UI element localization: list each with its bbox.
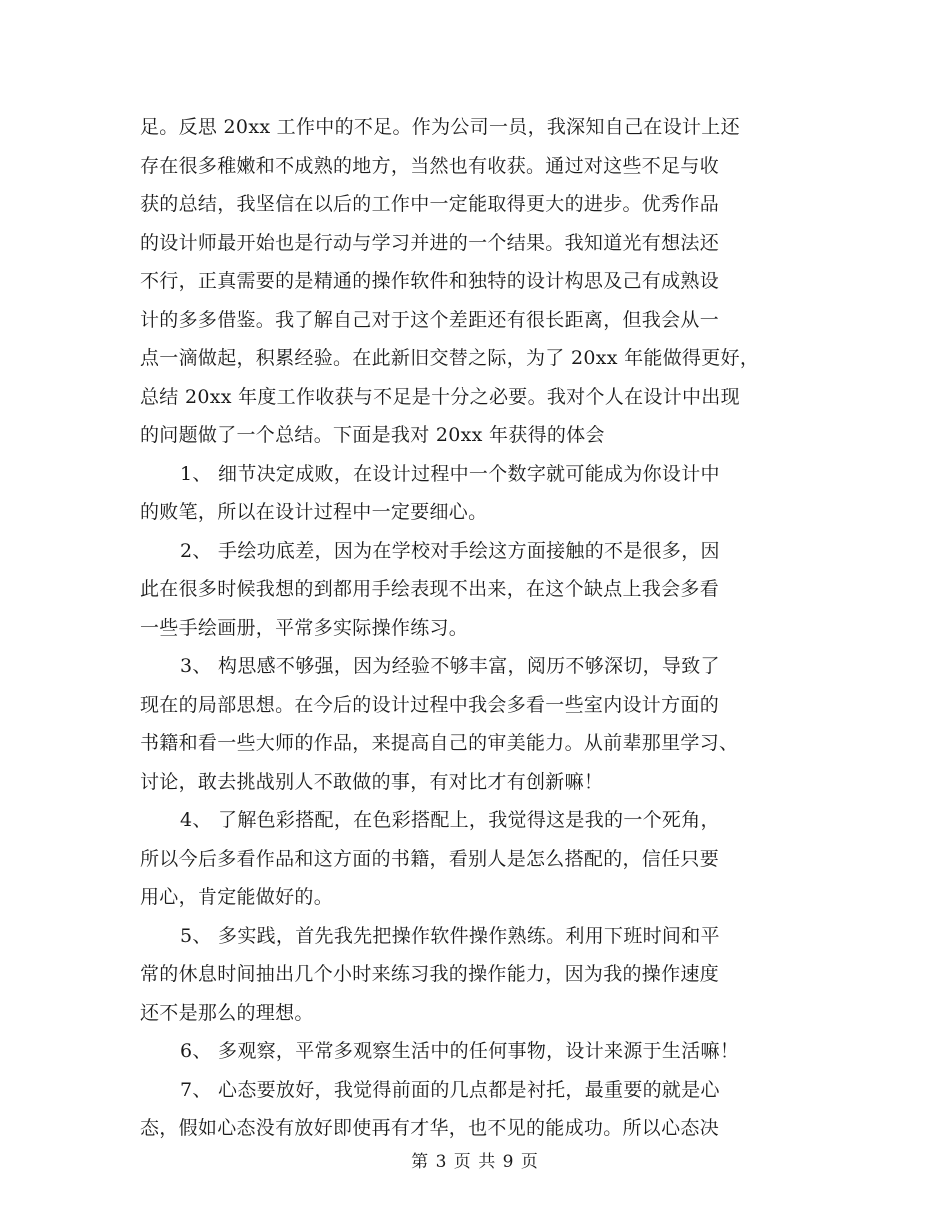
text-line: 此在很多时候我想的到都用手绘表现不出来，在这个缺点上我会多看	[140, 578, 720, 600]
list-item-3-line: 3、 构思感不够强，因为经验不够丰富，阅历不够深切，导致了	[180, 655, 720, 677]
text-line: 一些手绘画册，平常多实际操作练习。	[140, 616, 469, 639]
text-line: 总结 20xx 年度工作收获与不足是十分之必要。我对个人在设计中出现	[140, 385, 740, 408]
text-line: 还不是那么的理想。	[140, 1001, 314, 1024]
text-line: 存在很多稚嫩和不成熟的地方，当然也有收获。通过对这些不足与收	[140, 154, 720, 177]
text-line: 获的总结，我坚信在以后的工作中一定能取得更大的进步。优秀作品	[140, 193, 720, 215]
text-line: 现在的局部思想。在今后的设计过程中我会多看一些室内设计方面的	[140, 693, 720, 716]
text-line: 用心，肯定能做好的。	[140, 886, 334, 908]
text-line: 常的休息时间抽出几个小时来练习我的操作能力，因为我的操作速度	[140, 963, 720, 985]
text-line: 书籍和看一些大师的作品，来提高自己的审美能力。从前辈那里学习、	[140, 732, 739, 754]
page-number-footer: 第 3 页 共 9 页	[411, 1152, 539, 1172]
list-item-4-line: 4、 了解色彩搭配，在色彩搭配上，我觉得这是我的一个死角，	[180, 809, 720, 831]
text-line: 态，假如心态没有放好即使再有才华，也不见的能成功。所以心态决	[140, 1117, 720, 1139]
text-line: 的设计师最开始也是行动与学习并进的一个结果。我知道光有想法还	[140, 231, 720, 254]
text-line: 点一滴做起，积累经验。在此新旧交替之际，为了 20xx 年能做得更好，	[140, 347, 760, 369]
text-line: 足。反思 20xx 工作中的不足。作为公司一员，我深知自己在设计上还	[140, 116, 740, 138]
text-line: 计的多多借鉴。我了解自己对于这个差距还有很长距离，但我会从一	[140, 308, 720, 331]
body-text	[140, 108, 810, 1148]
list-item-7-line: 7、 心态要放好，我觉得前面的几点都是衬托，最重要的就是心	[180, 1078, 720, 1101]
text-line: 的问题做了一个总结。下面是我对 20xx 年获得的体会	[140, 424, 605, 446]
list-item-6-line: 6、 多观察，平常多观察生活中的任何事物，设计来源于生活嘛！	[180, 1040, 740, 1062]
list-item-2-line: 2、 手绘功底差，因为在学校对手绘这方面接触的不是很多，因	[180, 539, 720, 562]
text-line: 的败笔，所以在设计过程中一定要细心。	[140, 501, 488, 523]
list-item-1-line: 1、 细节决定成败，在设计过程中一个数字就可能成为你设计中	[180, 462, 720, 485]
text-line: 所以今后多看作品和这方面的书籍，看别人是怎么搭配的，信任只要	[140, 847, 720, 870]
text-line: 不行，正真需要的是精通的操作软件和独特的设计构思及己有成熟设	[140, 270, 720, 292]
text-line: 讨论，敢去挑战别人不敢做的事，有对比才有创新嘛！	[140, 770, 604, 793]
list-item-5-line: 5、 多实践，首先我先把操作软件操作熟练。利用下班时间和平	[180, 924, 720, 947]
